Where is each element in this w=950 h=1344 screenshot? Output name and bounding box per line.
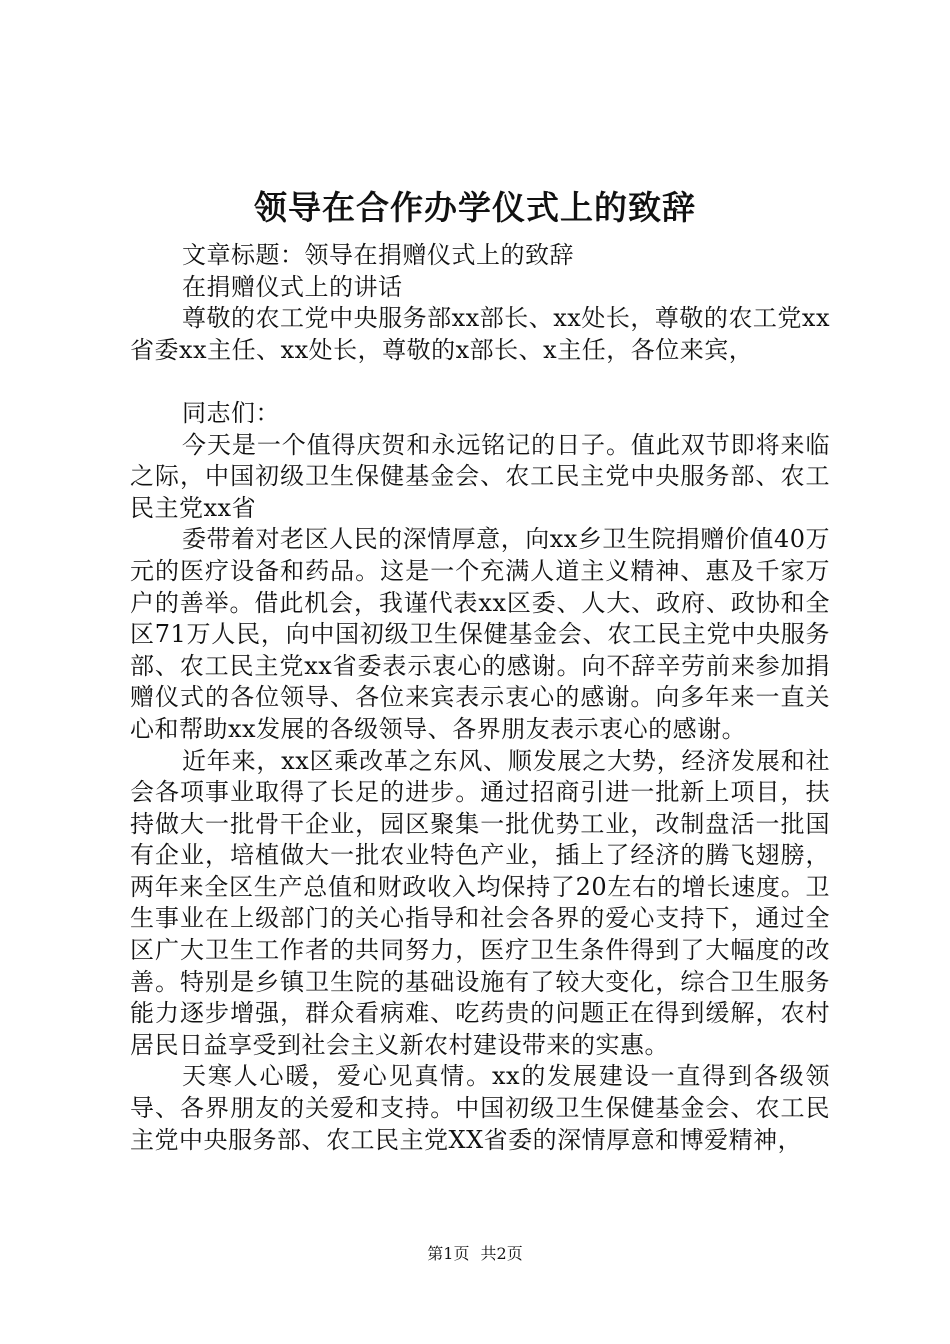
paragraph-article-title: 文章标题：领导在捐赠仪式上的致辞 <box>182 241 574 269</box>
paragraph-speech-subtitle: 在捐赠仪式上的讲话 <box>182 272 403 301</box>
page-footer <box>0 1244 950 1264</box>
document-title: 领导在合作办学仪式上的致辞 <box>254 188 696 227</box>
document-body <box>130 240 830 1156</box>
paragraph-salutation: 尊敬的农工党中央服务部xx部长、xx处长，尊敬的农工党xx省委xx主任、xx处长，尊敬的x部长、x主任，各位来宾， <box>130 304 830 364</box>
paragraph-greeting: 同志们： <box>182 398 280 427</box>
paragraph-opening: 今天是一个值得庆贺和永远铭记的日子。值此双节即将来临之际，中国初级卫生保健基金会、农工民主党中央服务部、农工民主党xx省 <box>130 430 830 522</box>
paragraph-closing: 天寒人心暖，爱心见真情。xx的发展建设一直得到各级领导、各界朋友的关爱和支持。中国初级卫生保健基金会、农工民主党中央服务部、农工民主党XX省委的深情厚意和博爱精神， <box>130 1062 830 1154</box>
paragraph-thanks: 委带着对老区人民的深情厚意，向xx乡卫生院捐赠价值40万元的医疗设备和药品。这是一个充满人道主义精神、惠及千家万户的善举。借此机会，我谨代表xx区委、人大、政府、政协和全区71万人民，向中国初级卫生保健基金会、农工民主党中央服务部、农工民主党xx省委表示衷心的感谢。向不辞辛劳前来参加捐赠仪式的各位领导、各位来宾表示衷心的感谢。向多年来一直关心和帮助xx发展的各级领导、各界朋友表示衷心的感谢。 <box>130 525 830 743</box>
paragraph-development: 近年来，xx区乘改革之东风、顺发展之大势，经济发展和社会各项事业取得了长足的进步。通过招商引进一批新上项目，扶持做大一批骨干企业，园区聚集一批优势工业，改制盘活一批国有企业，培植做大一批农业特色产业，插上了经济的腾飞翅膀，两年来全区生产总值和财政收入均保持了20左右的增长速度。卫生事业在上级部门的关心指导和社会各界的爱心支持下，通过全区广大卫生工作者的共同努力，医疗卫生条件得到了大幅度的改善。特别是乡镇卫生院的基础设施有了较大变化，综合卫生服务能力逐步增强，群众看病难、吃药贵的问题正在得到缓解，农村居民日益享受到社会主义新农村建设带来的实惠。 <box>130 746 830 1059</box>
page-number: 第1页 <box>427 1244 470 1263</box>
page-total: 共2页 <box>480 1244 523 1263</box>
